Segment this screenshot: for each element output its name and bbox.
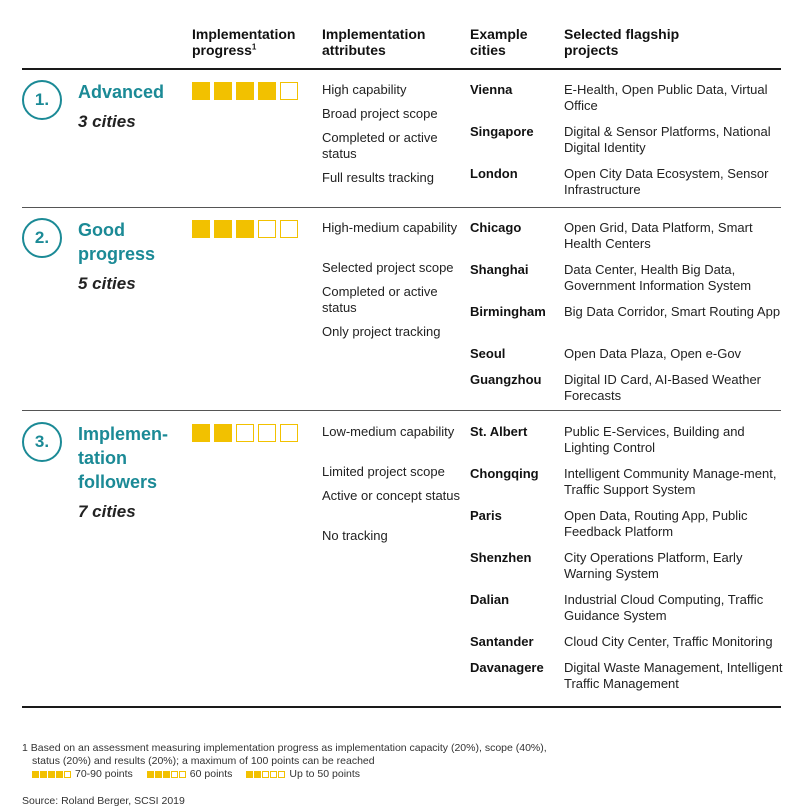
city-name: Dalian	[470, 592, 510, 607]
legend-square-filled	[163, 771, 170, 778]
legend-square-filled	[147, 771, 154, 778]
legend-square-filled	[40, 771, 47, 778]
city-name: Shanghai	[470, 262, 529, 277]
flagship-projects: Public E-Services, Building and Lighting Control	[564, 424, 745, 455]
tier-name: Advanced	[78, 82, 165, 102]
tier-divider	[22, 410, 781, 411]
header-progress-label: Implementation progress	[192, 26, 296, 58]
legend-square-empty	[171, 771, 178, 778]
progress-square-filled	[236, 220, 254, 238]
tier-divider	[22, 207, 781, 208]
implementation-attribute: High capability	[322, 82, 407, 97]
progress-square-filled	[192, 424, 210, 442]
legend-item	[32, 768, 133, 780]
city-name: Davanagere	[470, 660, 544, 675]
flagship-projects: Digital & Sensor Platforms, National Digital Identity	[564, 124, 771, 155]
progress-square-filled	[258, 82, 276, 100]
tier-name: Implemen-tation followers	[78, 424, 169, 492]
progress-square-filled	[214, 82, 232, 100]
legend-square-empty	[262, 771, 269, 778]
flagship-projects: E-Health, Open Public Data, Virtual Office	[564, 82, 768, 113]
legend-label: 70-90 points	[75, 768, 133, 780]
footnote-line-2: status (20%) and results (20%); a maximum of 100 points can be reached	[32, 755, 375, 767]
implementation-attribute: Broad project scope	[322, 106, 438, 121]
city-name: Shenzhen	[470, 550, 532, 565]
flagship-projects: Intelligent Community Manage-ment, Traffic Support System	[564, 466, 777, 497]
city-name: Paris	[470, 508, 502, 523]
progress-square-empty	[258, 220, 276, 238]
progress-square-empty	[236, 424, 254, 442]
header-divider	[22, 68, 781, 70]
legend-squares	[32, 771, 71, 778]
city-name: Chicago	[470, 220, 522, 235]
progress-squares	[192, 220, 298, 238]
progress-square-filled	[214, 220, 232, 238]
implementation-attribute: No tracking	[322, 528, 388, 543]
legend-square-filled	[254, 771, 261, 778]
city-name: Chongqing	[470, 466, 539, 481]
header-cities: Example cities	[470, 26, 528, 58]
city-name: Birmingham	[470, 304, 546, 319]
flagship-projects: Data Center, Health Big Data, Government Information System	[564, 262, 752, 293]
header-progress	[192, 26, 312, 58]
legend-square-filled	[32, 771, 39, 778]
progress-square-empty	[280, 424, 298, 442]
flagship-projects: Industrial Cloud Computing, Traffic Guidance System	[564, 592, 764, 623]
flagship-projects: Cloud City Center, Traffic Monitoring	[564, 634, 773, 649]
legend-label: Up to 50 points	[289, 768, 361, 780]
city-name: Seoul	[470, 346, 506, 361]
implementation-attribute: Limited project scope	[322, 464, 445, 479]
header-attributes: Implementation attributes	[322, 26, 426, 58]
implementation-attribute: Only project tracking	[322, 324, 441, 339]
implementation-attribute: Low-medium capability	[322, 424, 455, 439]
progress-squares	[192, 82, 298, 100]
flagship-projects: Open Data Plaza, Open e-Gov	[564, 346, 742, 361]
city-name: Singapore	[470, 124, 534, 139]
legend-item	[147, 768, 233, 780]
progress-square-filled	[236, 82, 254, 100]
flagship-projects: Open Grid, Data Platform, Smart Health Centers	[564, 220, 753, 251]
progress-square-filled	[192, 82, 210, 100]
city-name: Santander	[470, 634, 534, 649]
legend-square-empty	[179, 771, 186, 778]
flagship-projects: Open City Data Ecosystem, Sensor Infrastructure	[564, 166, 769, 197]
flagship-projects: Open Data, Routing App, Public Feedback Platform	[564, 508, 748, 539]
progress-legend	[32, 768, 360, 780]
legend-square-filled	[48, 771, 55, 778]
legend-square-filled	[246, 771, 253, 778]
implementation-attribute: Completed or active status	[322, 284, 438, 315]
legend-label: 60 points	[189, 768, 233, 780]
progress-squares	[192, 424, 298, 442]
progress-square-filled	[192, 220, 210, 238]
flagship-projects: City Operations Platform, Early Warning System	[564, 550, 743, 581]
legend-squares	[147, 771, 186, 778]
footnote-line-1: 1 Based on an assessment measuring implementation progress as implementation capacity (20%), scope (40%),	[22, 742, 547, 754]
tier-city-count: 5 cities	[78, 274, 136, 293]
header-progress-sup: 1	[251, 42, 257, 52]
implementation-attribute: Active or concept status	[322, 488, 461, 503]
tier-number-badge: 3.	[22, 422, 62, 462]
progress-square-empty	[280, 220, 298, 238]
tier-city-count: 7 cities	[78, 502, 136, 521]
tier-name: Good progress	[78, 220, 156, 264]
flagship-projects: Digital Waste Management, Intelligent Traffic Management	[564, 660, 783, 691]
flagship-projects: Digital ID Card, AI-Based Weather Forecasts	[564, 372, 762, 403]
implementation-attribute: Completed or active status	[322, 130, 438, 161]
legend-square-empty	[64, 771, 71, 778]
legend-square-empty	[278, 771, 285, 778]
table-header	[0, 26, 796, 62]
progress-square-empty	[280, 82, 298, 100]
implementation-attribute: Selected project scope	[322, 260, 454, 275]
city-name: London	[470, 166, 518, 181]
tier-city-count: 3 cities	[78, 112, 136, 131]
legend-squares	[246, 771, 285, 778]
implementation-attribute: Full results tracking	[322, 170, 434, 185]
source-note: Source: Roland Berger, SCSI 2019	[22, 795, 185, 807]
implementation-attribute: High-medium capability	[322, 220, 458, 235]
header-projects: Selected flagship projects	[564, 26, 680, 58]
legend-square-filled	[56, 771, 63, 778]
city-name: Vienna	[470, 82, 513, 97]
flagship-projects: Big Data Corridor, Smart Routing App	[564, 304, 781, 319]
tier-number-badge: 1.	[22, 80, 62, 120]
city-name: St. Albert	[470, 424, 528, 439]
legend-square-filled	[155, 771, 162, 778]
table-bottom-rule	[22, 706, 781, 708]
tier-number-badge: 2.	[22, 218, 62, 258]
progress-square-empty	[258, 424, 276, 442]
city-name: Guangzhou	[470, 372, 542, 387]
footnote	[22, 742, 547, 768]
legend-square-empty	[270, 771, 277, 778]
progress-square-filled	[214, 424, 232, 442]
legend-item	[246, 768, 360, 780]
